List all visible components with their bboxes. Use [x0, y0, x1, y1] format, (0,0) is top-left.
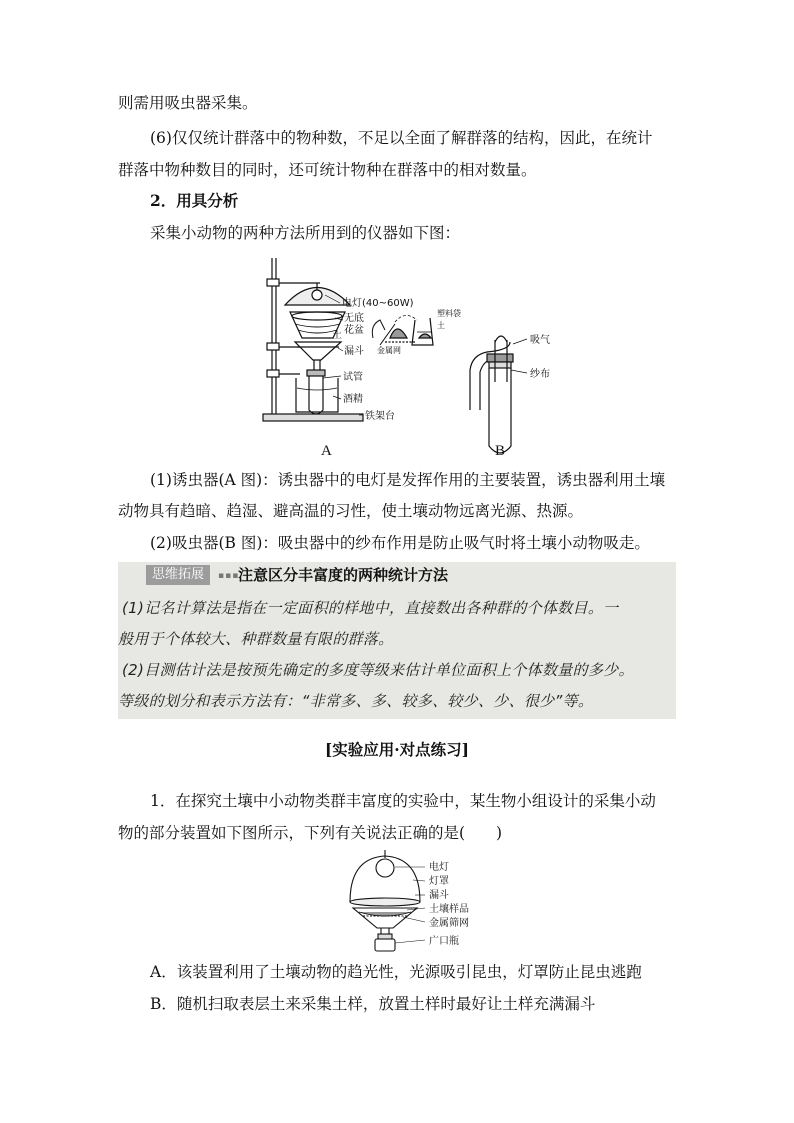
box-line: 般用于个体较大、种群数量有限的群落。: [118, 630, 394, 648]
text-line: 动物具有趋暗、趋湿、避高温的习性，使土壤动物远离光源、热源。: [118, 502, 584, 520]
box-line: (2)目测估计法是按预先确定的多度等级来估计单位面积上个体数量的多少。: [122, 661, 634, 679]
text-line: 采集小动物的两种方法所用到的仪器如下图：: [150, 224, 461, 242]
label-lamp: 电灯(40~60W): [342, 298, 414, 309]
extension-tag: 思维拓展: [146, 565, 210, 585]
label-suck: 吸气: [530, 335, 550, 346]
extension-title: 注意区分丰富度的两种统计方法: [238, 566, 449, 584]
text-line: (1)诱虫器(A 图)：诱虫器中的电灯是发挥作用的主要装置，诱虫器利用土壤: [150, 471, 666, 489]
label-bottle: 广口瓶: [429, 936, 459, 947]
caption-b: B: [495, 443, 506, 459]
label-bag-soil: 土: [437, 321, 445, 330]
label-soil-sample: 土壤样品: [429, 904, 469, 915]
text-line: (6)仅仅统计群落中的物种数，不足以全面了解群落的结构，因此，在统计: [150, 129, 653, 147]
label-bag: 塑料袋: [437, 309, 461, 318]
caption-a: A: [321, 443, 332, 459]
label-mesh: 金属筛网: [429, 918, 469, 929]
label-tube: 试管: [343, 372, 363, 383]
label-stand: 铁架台: [365, 411, 395, 422]
text-line: (2)吸虫器(B 图)：吸虫器中的纱布作用是防止吸气时将土壤小动物吸走。: [150, 534, 650, 552]
label-gauze: 纱布: [530, 369, 550, 380]
question-line: 1．在探究土壤中小动物类群丰富度的实验中，某生物小组设计的采集小动: [150, 792, 656, 810]
text-line: 群落中物种数目的同时，还可统计物种在群落中的相对数量。: [118, 161, 537, 179]
box-line: 等级的划分和表示方法有：“非常多、多、较多、较少、少、很少”等。: [118, 692, 594, 710]
tag-dots: ▪▪▪: [218, 571, 240, 581]
label-lamp: 电灯: [429, 862, 449, 873]
label-funnel: 漏斗: [429, 890, 449, 901]
label-funnel: 漏斗: [344, 346, 364, 357]
label-soil: 土: [332, 330, 342, 341]
label-alcohol: 酒精: [343, 394, 363, 405]
label-mesh: 金属网: [377, 346, 401, 355]
text-line: 则需用吸虫器采集。: [118, 94, 258, 112]
option-b: B．随机扫取表层土来采集土样，放置土样时最好让土样充满漏斗: [150, 995, 596, 1013]
question-line: 物的部分装置如下图所示，下列有关说法正确的是( ): [118, 824, 503, 842]
label-pot: 无底: [344, 313, 364, 324]
label-shade: 灯罩: [429, 876, 449, 887]
option-a: A．该装置利用了土壤动物的趋光性，光源吸引昆虫，灯罩防止昆虫逃跑: [150, 963, 642, 981]
box-line: (1)记名计算法是指在一定面积的样地中，直接数出各种群的个体数目。一: [122, 599, 619, 617]
section-title: [实验应用·对点练习]: [324, 740, 470, 759]
apparatus-figure-2: [345, 850, 505, 952]
extension-box-header: [118, 562, 676, 588]
section-heading: 2．用具分析: [150, 191, 239, 210]
apparatus-figure-ab: [255, 250, 595, 465]
label-pot: 花盆: [344, 325, 364, 336]
